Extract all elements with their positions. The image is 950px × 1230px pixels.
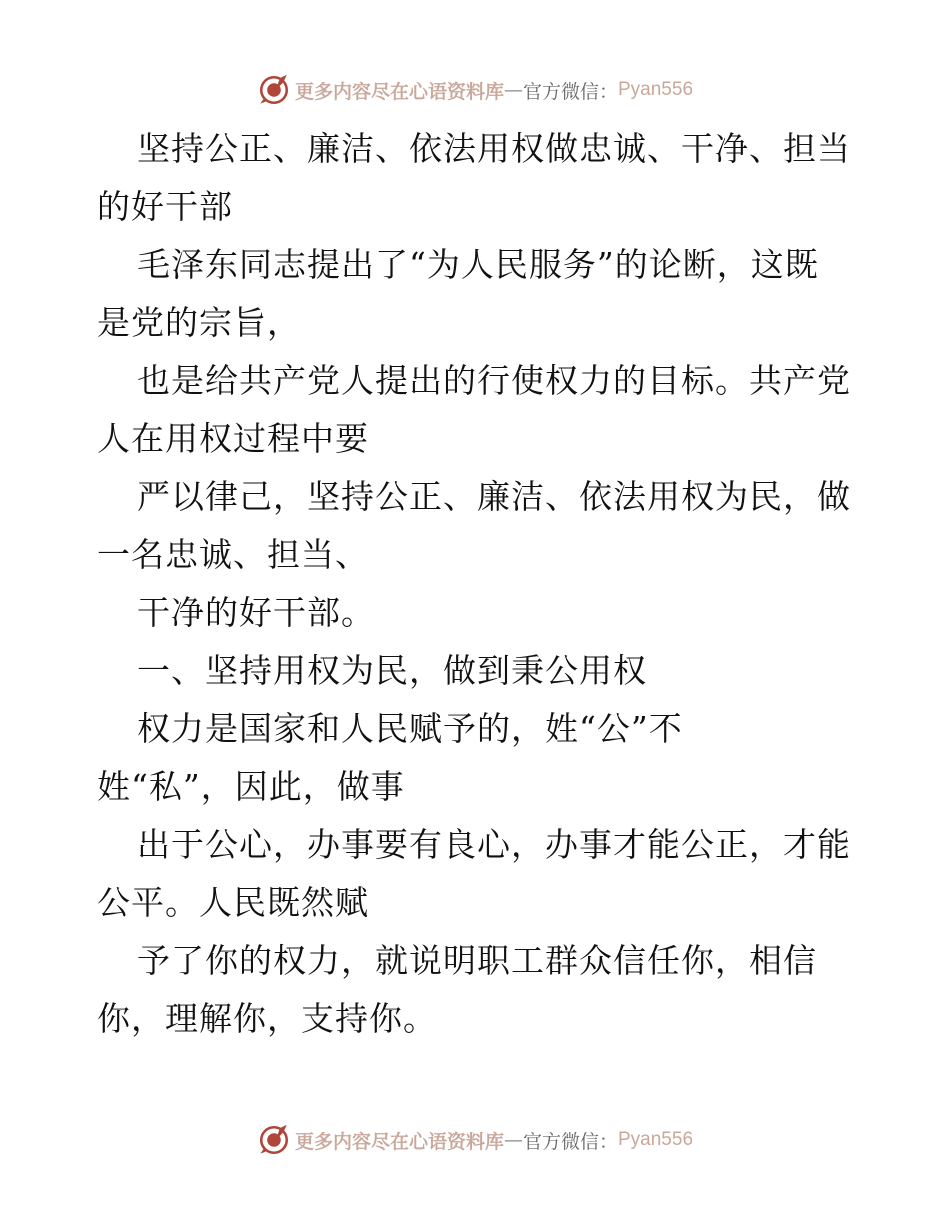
- paragraph-line: 一名忠诚、担当、: [97, 535, 369, 574]
- paragraph-line: 毛泽东同志提出了“为人民服务”的论断，这既: [137, 245, 819, 284]
- paragraph-line: 人在用权过程中要: [97, 419, 369, 458]
- paragraph-line: 是党的宗旨，: [97, 303, 301, 342]
- paragraph-line: 也是给共产党人提出的行使权力的目标。共产党: [137, 361, 851, 400]
- paragraph-line: 公平。人民既然赋: [97, 883, 369, 922]
- watermark-dash: —: [503, 1129, 523, 1151]
- document-body: [97, 120, 857, 1048]
- paragraph: [97, 816, 857, 932]
- watermark-wechat-label: 官方微信：: [522, 1130, 618, 1153]
- paragraph-line: 的好干部: [97, 187, 233, 226]
- paragraph: [97, 700, 857, 816]
- section-heading: [97, 642, 857, 700]
- paragraph: [97, 932, 857, 1048]
- paragraph-line: 予了你的权力，就说明职工群众信任你，相信: [137, 941, 817, 980]
- paragraph: [97, 236, 857, 352]
- paragraph-line: 一、坚持用权为民，做到秉公用权: [137, 651, 647, 690]
- header-watermark: [0, 70, 950, 110]
- watermark-wechat-id: Pyan556: [618, 79, 694, 100]
- paragraph-line: 坚持公正、廉洁、依法用权做忠诚、干净、担当: [137, 129, 851, 168]
- paragraph: [97, 120, 857, 236]
- paragraph-line: 严以律己，坚持公正、廉洁、依法用权为民，做: [137, 477, 851, 516]
- watermark-text: 更多内容尽在心语资料库: [294, 80, 504, 103]
- paragraph-line: 干净的好干部。: [137, 593, 375, 632]
- paragraph-line: 出于公心，办事要有良心，办事才能公正，才能: [137, 825, 851, 864]
- paragraph: [97, 352, 857, 468]
- watermark-wechat-label: 官方微信：: [522, 80, 618, 103]
- paragraph-line: 你，理解你，支持你。: [97, 999, 437, 1038]
- quill-seal-icon: [257, 73, 291, 107]
- watermark-wechat-id: Pyan556: [618, 1129, 694, 1150]
- paragraph: [97, 584, 857, 642]
- watermark-dash: —: [503, 79, 523, 101]
- paragraph-line: 姓“私”，因此，做事: [97, 767, 405, 806]
- watermark-text: 更多内容尽在心语资料库: [294, 1130, 504, 1153]
- quill-seal-icon: [257, 1123, 291, 1157]
- paragraph: [97, 468, 857, 584]
- footer-watermark: [0, 1120, 950, 1160]
- paragraph-line: 权力是国家和人民赋予的，姓“公”不: [137, 709, 683, 748]
